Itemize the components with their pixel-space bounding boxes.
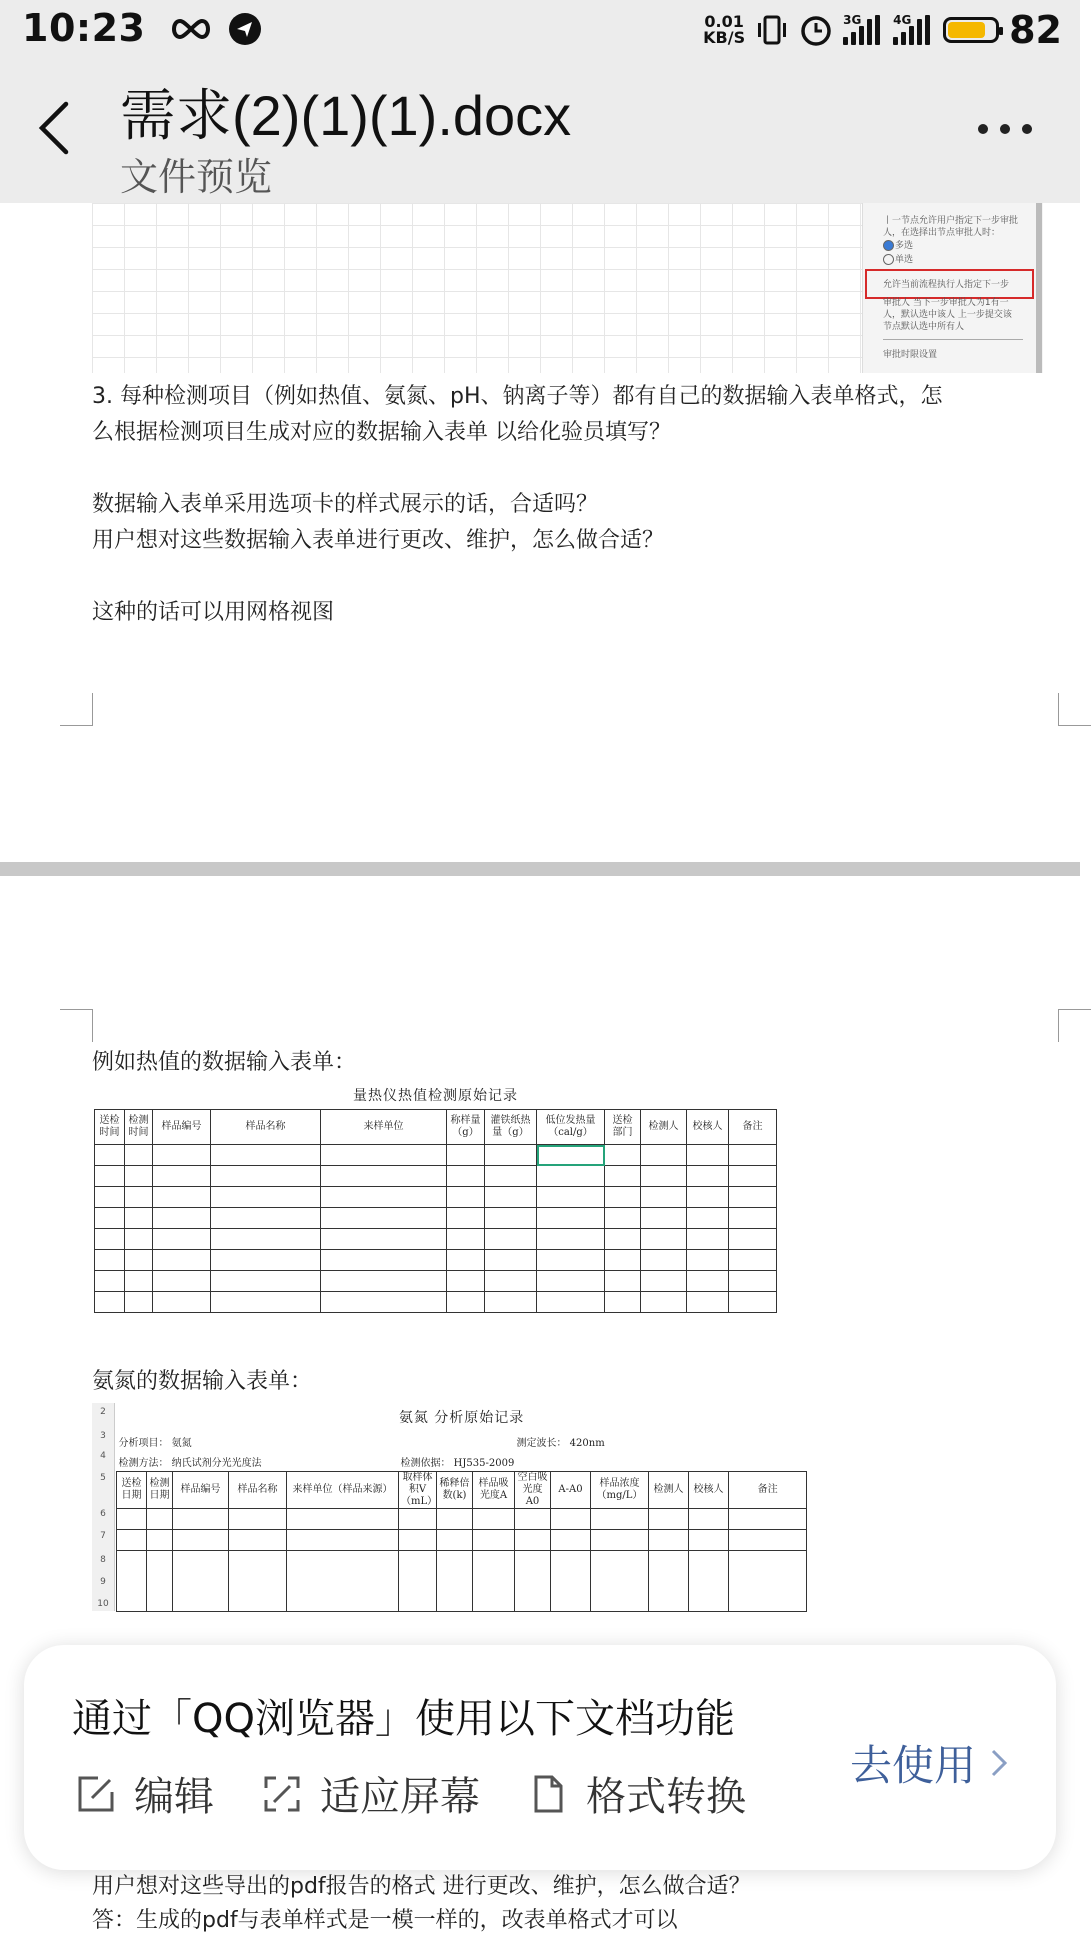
network-speed-value: 0.01 [704,12,744,31]
paragraph-q3-line2: 么根据检测项目生成对应的数据输入表单 以给化验员填写？ [92,420,671,445]
edit-button[interactable] [76,1765,214,1822]
paragraph-q3-line1: 3. 每种检测项目（例如热值、氨氮、pH、钠离子等）都有自己的数据输入表单格式，怎 [92,384,943,409]
chevron-left-icon [34,98,74,158]
panel-line2: 人，在选择出节点审批人时： [883,228,1001,238]
panel-checkbox-label: 允许当前流程执行人指定下一步 [883,280,1010,290]
ammonia-table [116,1403,807,1612]
margin-corner [1058,1009,1091,1042]
panel-line7: 节点默认选中所有人 [883,322,965,332]
embedded-grid-image [92,203,862,373]
table2-header-row [117,1472,807,1509]
margin-corner [60,1009,93,1042]
back-button[interactable] [34,98,94,178]
chevron-right-icon [990,1748,1008,1778]
bottom-answer: 答：生成的pdf与表单样式是一模一样的，改表单格式才可以 [92,1908,678,1933]
table1-header-cell: 检测人 [641,1110,687,1145]
table-row [95,1250,777,1271]
example-heat-label: 例如热值的数据输入表单： [92,1050,357,1075]
status-left-icons [168,12,262,46]
row-number: 5 [100,1473,106,1483]
table2-header-cell: 稀释倍 数(k) [437,1472,473,1509]
embedded-side-panel-image [862,203,1043,373]
table-row [95,1271,777,1292]
row-number: 7 [100,1531,106,1541]
row-number: 9 [100,1577,106,1587]
battery-percent: 82 [1009,8,1062,52]
example-ammonia-label: 氨氮的数据输入表单： [92,1369,313,1394]
table2-header-cell: 样品吸 光度A [473,1472,515,1509]
table1-header-cell: 灌铁纸热 量（g） [485,1110,537,1145]
go-use-label: 去使用 [849,1741,976,1790]
panel-line6: 人，默认选中该人 上一步提交该 [883,310,1012,320]
row-number: 2 [100,1407,106,1417]
table2-basis: 检测依据： HJ535-2009 [400,1457,515,1469]
table2-header-cell: 送检 日期 [117,1472,147,1509]
table-row [95,1145,777,1166]
more-dot [978,124,988,134]
panel-opt1: 多选 [895,241,914,251]
heat-value-table [94,1081,777,1313]
status-right-icons [703,8,1062,52]
table-row [117,1530,807,1551]
table1-header-cell: 送检 部门 [605,1110,641,1145]
panel-scrollbar [1036,203,1042,373]
more-dot [1022,124,1032,134]
table-row [95,1229,777,1250]
status-bar [0,0,1080,60]
table1-header-cell: 低位发热量 （cal/g） [537,1110,605,1145]
row-number: 4 [100,1451,106,1461]
battery-fill [948,22,985,38]
fit-screen-icon [262,1774,302,1814]
table-row [95,1187,777,1208]
table1-header-cell: 检测 时间 [125,1110,153,1145]
promo-actions [76,1765,746,1822]
network-speed [703,14,745,46]
sim2-label: 4G [893,13,912,27]
edit-label: 编辑 [134,1774,214,1820]
table1-header-cell: 来样单位 [321,1110,447,1145]
infinity-icon [168,14,214,44]
document-subtitle: 文件预览 [120,155,273,199]
panel-line1: 丨一节点允许用户指定下一步审批 [883,216,1019,226]
fit-screen-label: 适应屏幕 [320,1774,480,1820]
app-header [0,60,1080,203]
paragraph-answer: 这种的话可以用网格视图 [92,600,335,625]
panel-opt2: 单选 [895,255,914,265]
row-number: 10 [97,1599,109,1609]
table1-header-cell: 备注 [729,1110,777,1145]
table2-header-cell: 空白吸 光度A0 [515,1472,551,1509]
sim1-label: 3G [843,13,862,27]
table2-header-cell: 备注 [729,1472,807,1509]
table1-title: 量热仪热值检测原始记录 [353,1088,519,1104]
ammonia-table-image [92,1403,808,1611]
table2-title: 氨氮 分析原始记录 [398,1410,525,1426]
page-break [0,862,1080,876]
table1-header-cell: 样品名称 [211,1110,321,1145]
table1-header-cell: 称样量 （g） [447,1110,485,1145]
panel-line5: 审批人 当下一步审批人为1有一 [883,298,1009,308]
vibrate-icon [755,14,789,46]
margin-corner [60,693,93,726]
format-convert-label: 格式转换 [586,1774,746,1820]
table2-analysis-item: 分析项目： 氨氮 [118,1437,192,1449]
table2-header-cell: A-A0 [551,1472,591,1509]
table2-method: 检测方法： 纳氏试剂分光光度法 [118,1457,262,1469]
fit-screen-button[interactable] [262,1765,480,1822]
table2-header-cell: 来样单位（样品来源） [287,1472,399,1509]
app-notification-icon [228,12,262,46]
paragraph-tabs-question: 数据输入表单采用选项卡的样式展示的话，合适吗？ [92,492,599,517]
table2-header-cell: 取样体 积V （mL） [399,1472,437,1509]
file-icon [528,1774,568,1814]
paragraph-maintain-question: 用户想对这些数据输入表单进行更改、维护，怎么做合适？ [92,528,665,553]
signal-sim1-icon [843,15,883,45]
document-title: 需求(2)(1)(1).docx [120,84,572,147]
promo-title: 通过「QQ浏览器」使用以下文档功能 [72,1696,735,1742]
row-number: 3 [100,1431,106,1441]
table2-header-cell: 样品编号 [173,1472,229,1509]
row-number: 8 [100,1555,106,1565]
table-row [95,1166,777,1187]
table-row [95,1292,777,1313]
table1-header-cell: 送检 时间 [95,1110,125,1145]
more-dot [1000,124,1010,134]
table2-header-cell: 样品浓度 （mg/L） [591,1472,649,1509]
format-convert-button[interactable] [528,1765,746,1822]
go-use-button[interactable] [850,1733,1008,1793]
table1-header-cell: 校核人 [687,1110,729,1145]
table2-header-cell: 样品名称 [229,1472,287,1509]
edit-icon [76,1774,116,1814]
row-number-gutter [92,1403,115,1611]
table-row [95,1208,777,1229]
table1-header-cell: 样品编号 [153,1110,211,1145]
table2-wavelength: 测定波长： 420nm [516,1437,605,1449]
table1-header-row [95,1110,777,1145]
bottom-question: 用户想对这些导出的pdf报告的格式 进行更改、维护，怎么做合适？ [92,1874,751,1899]
table2-header-cell: 检测人 [649,1472,689,1509]
qq-browser-promo-card [24,1645,1056,1870]
table-row [117,1509,807,1530]
table2-header-cell: 检测 日期 [147,1472,173,1509]
panel-footer: 审批时限设置 [883,350,938,360]
row-number: 6 [100,1509,106,1519]
alarm-icon [799,13,833,47]
table2-header-cell: 校核人 [689,1472,729,1509]
battery-icon [943,17,999,43]
table-row [117,1551,807,1612]
network-speed-unit: KB/S [703,28,746,47]
status-time: 10:23 [22,6,146,50]
more-options-button[interactable] [978,124,1032,134]
margin-corner [1058,693,1091,726]
signal-sim2-icon [893,15,933,45]
